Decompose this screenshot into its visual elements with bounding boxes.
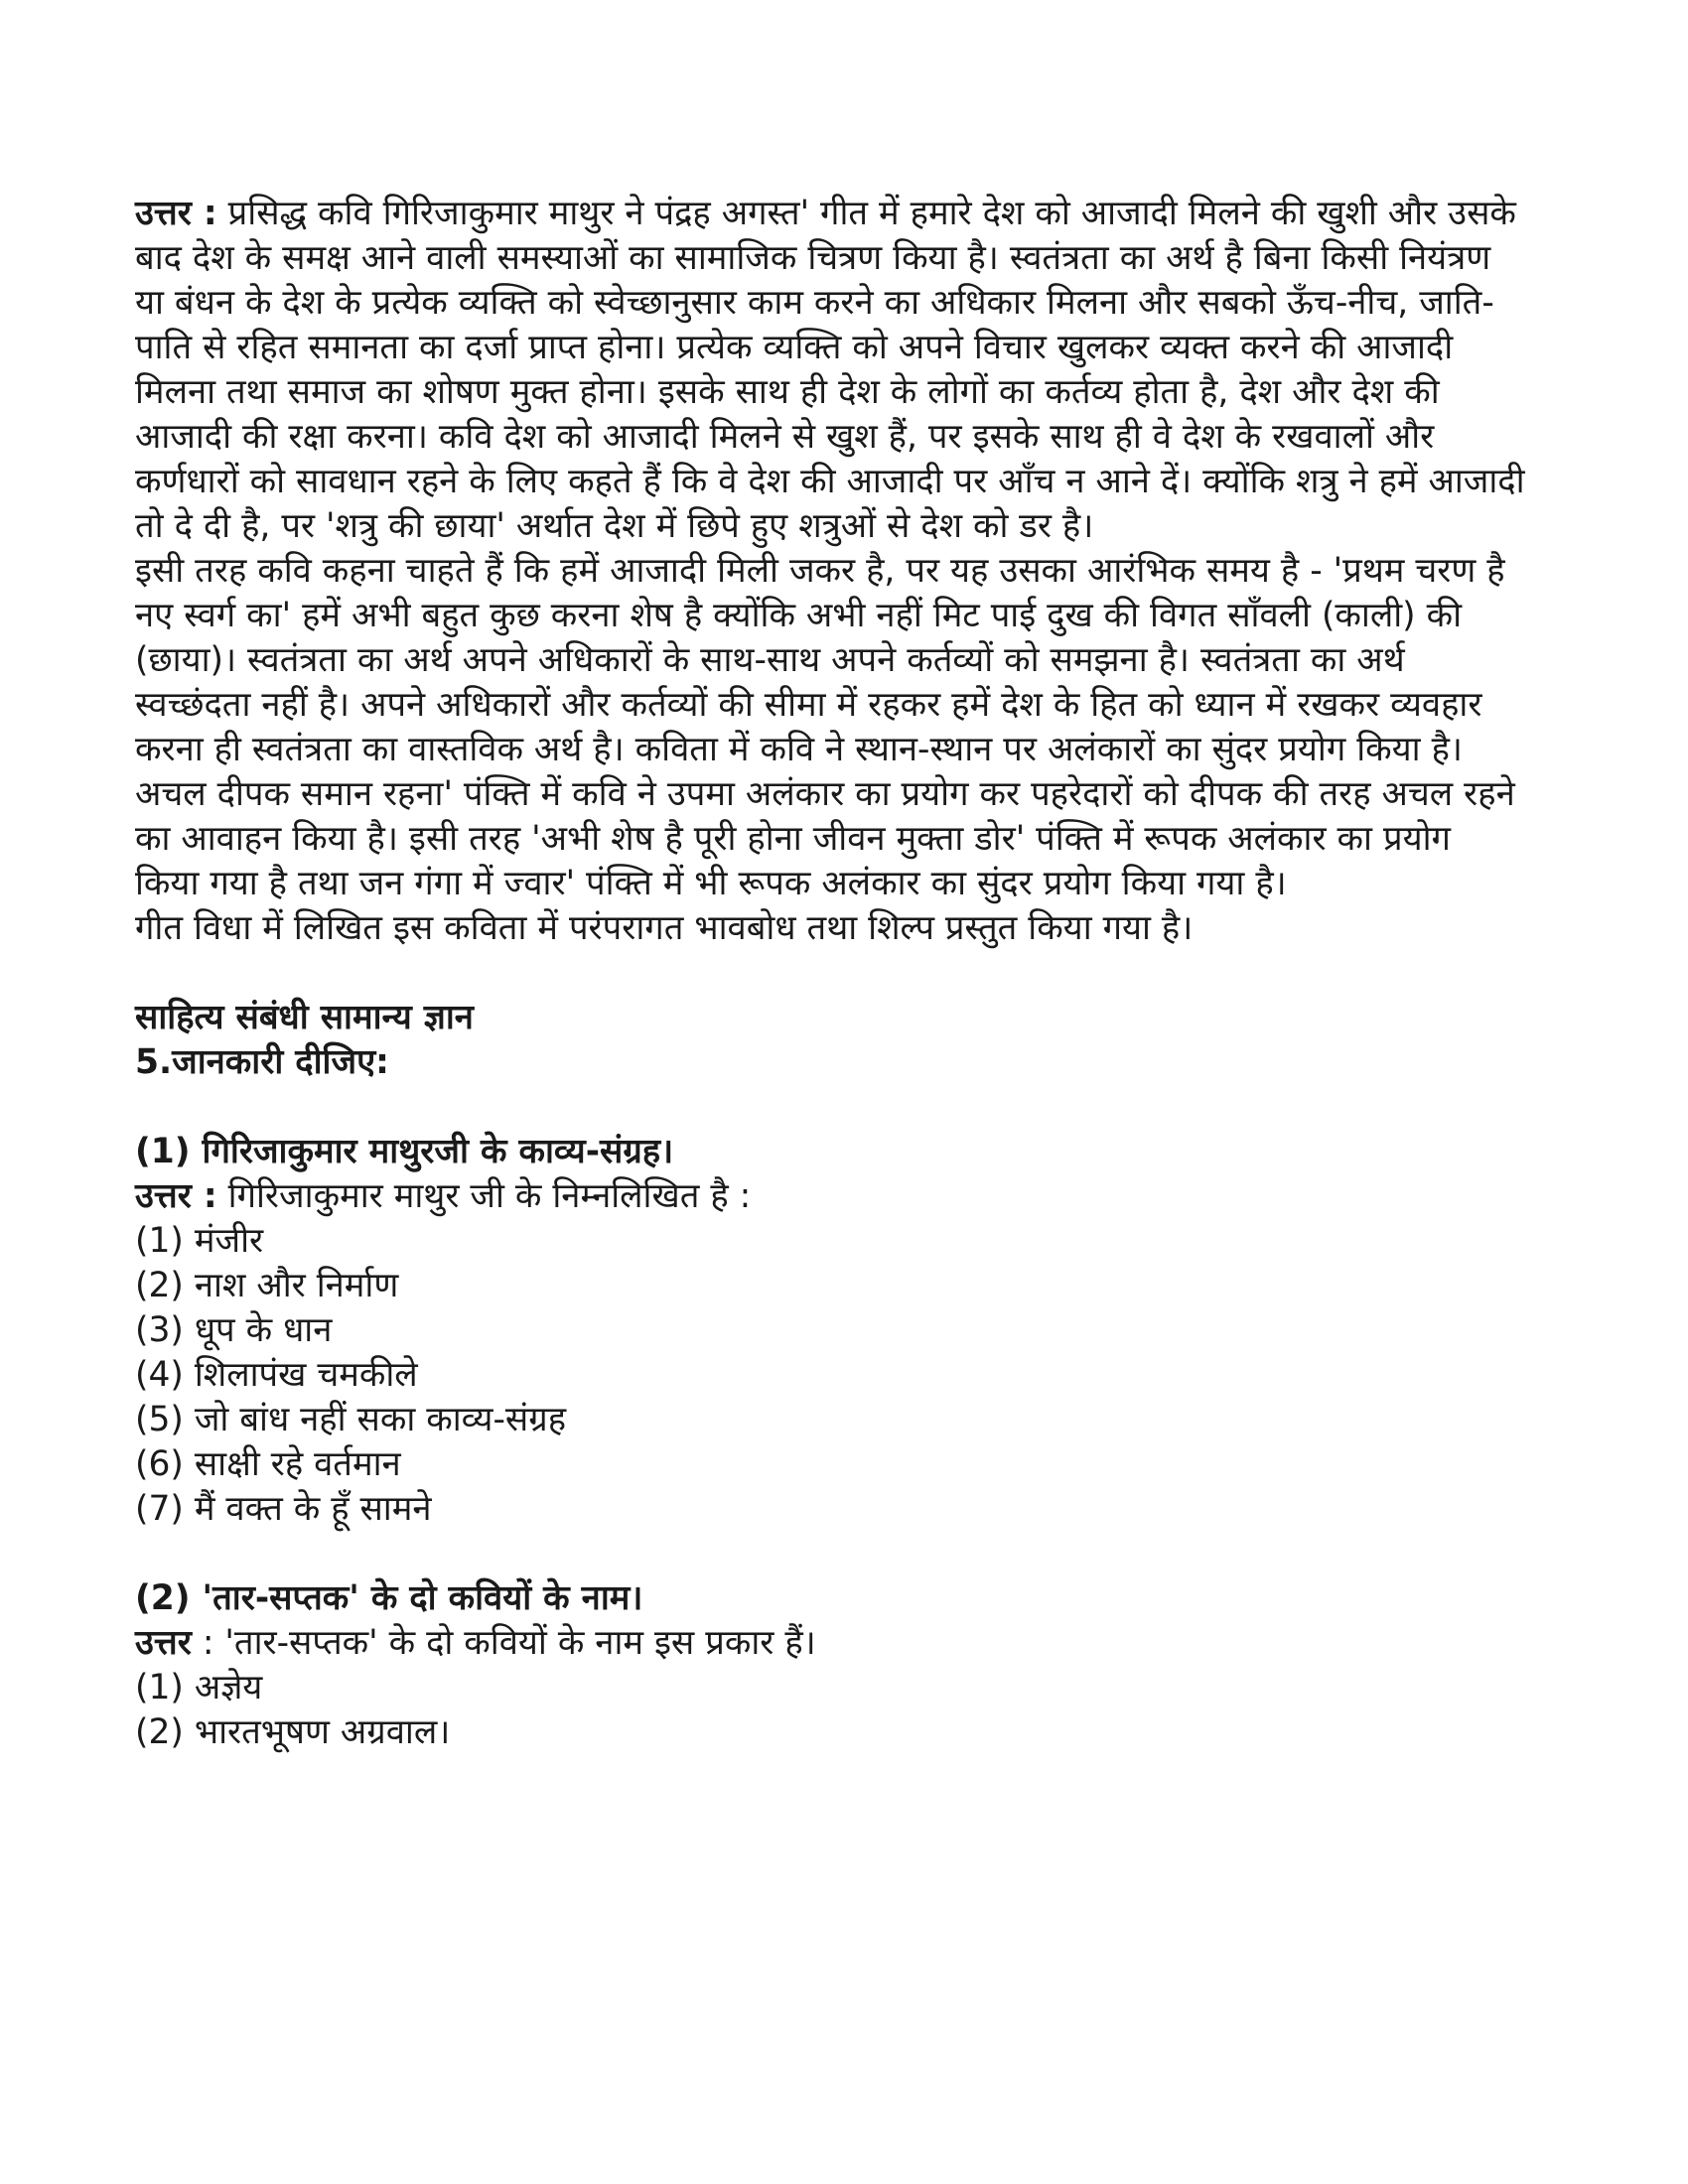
answer-label: उत्तर bbox=[135, 1623, 192, 1663]
subquestion-2-answer bbox=[135, 1621, 1525, 1666]
list-item: (2) भारतभूषण अग्रवाल। bbox=[135, 1712, 451, 1752]
answer-paragraph-2: इसी तरह कवि कहना चाहते हैं कि हमें आजादी मिली जकर है, पर यह उसका आरंभिक समय है - 'प्रथम चरण है नए स्वर्ग का' हमें अभी बहुत कुछ करना शेष है क्योंकि अभी नहीं मिट पाई दुख की विगत साँवली (काली) की (छाया)। स्वतंत्रता का अर्थ अपने अधिकारों के साथ-साथ अपने कर्तव्यों को समझना है। स्वतंत्रता का अर्थ स्वच्छंदता नहीं है। अपने अधिकारों और कर्तव्यों की सीमा में रहकर हमें देश के हित को ध्यान में रखकर व्यवहार करना ही स्वतंत्रता का वास्तविक अर्थ है। कविता में कवि ने स्थान-स्थान पर अलंकारों का सुंदर प्रयोग किया है। अचल दीपक समान रहना' पंक्ति में कवि ने उपमा अलंकार का प्रयोग कर पहरेदारों को दीपक की तरह अचल रहने का आवाहन किया है। इसी तरह 'अभी शेष है पूरी होना जीवन मुक्ता डोर' पंक्ति में रूपक अलंकार का प्रयोग किया गया है तथा जन गंगा में ज्वार' पंक्ति में भी रूपक अलंकार का सुंदर प्रयोग किया गया है। bbox=[135, 551, 1515, 903]
spacer bbox=[135, 1532, 1525, 1576]
answer-paragraph-1 bbox=[135, 192, 1525, 549]
subquestion-1-answer bbox=[135, 1174, 1525, 1219]
list-item: (6) साक्षी रहे वर्तमान bbox=[135, 1444, 401, 1484]
spacer bbox=[135, 951, 1525, 996]
answer-paragraph-3: गीत विधा में लिखित इस कविता में परंपरागत भावबोध तथा शिल्प प्रस्तुत किया गया है। bbox=[135, 908, 1194, 948]
answer-text: : 'तार-सप्तक' के दो कवियों के नाम इस प्रकार हैं। bbox=[191, 1623, 816, 1663]
answer-text: गिरिजाकुमार माथुर जी के निम्नलिखित है : bbox=[216, 1176, 752, 1216]
document-page bbox=[135, 192, 1525, 1755]
answer-label: उत्तर : bbox=[135, 194, 217, 233]
section-title: साहित्य संबंधी सामान्य ज्ञान bbox=[135, 998, 474, 1037]
subquestion-1-list bbox=[135, 1219, 1525, 1532]
list-item: (2) नाश और निर्माण bbox=[135, 1266, 399, 1305]
subquestion-2-heading: (2) 'तार-सप्तक' के दो कवियों के नाम। bbox=[135, 1578, 643, 1618]
list-item: (1) अज्ञेय bbox=[135, 1668, 263, 1707]
list-item: (5) जो बांध नहीं सका काव्य-संग्रह bbox=[135, 1400, 567, 1439]
list-item: (7) मैं वक्त के हूँ सामने bbox=[135, 1489, 432, 1529]
spacer bbox=[135, 1085, 1525, 1130]
list-item: (1) मंजीर bbox=[135, 1221, 264, 1261]
list-item: (4) शिलापंख चमकीले bbox=[135, 1355, 418, 1395]
answer-text: प्रसिद्ध कवि गिरिजाकुमार माथुर ने पंद्रह अगस्त' गीत में हमारे देश को आजादी मिलने की खुशी और उसके बाद देश के समक्ष आने वाली समस्याओं का सामाजिक चित्रण किया है। स्वतंत्रता का अर्थ है बिना किसी नियंत्रण या बंधन के देश के प्रत्येक व्यक्ति को स्वेच्छानुसार काम करने का अधिकार मिलना और सबको ऊँच-नीच, जाति-पाति से रहित समानता का दर्जा प्राप्त होना। प्रत्येक व्यक्ति को अपने विचार खुलकर व्यक्त करने की आजादी मिलना तथा समाज का शोषण मुक्त होना। इसके साथ ही देश के लोगों का कर्तव्य होता है, देश और देश की आजादी की रक्षा करना। कवि देश को आजादी मिलने से खुश हैं, पर इसके साथ ही वे देश के रखवालों और कर्णधारों को सावधान रहने के लिए कहते हैं कि वे देश की आजादी पर आँच न आने दें। क्योंकि शत्रु ने हमें आजादी तो दे दी है, पर 'शत्रु की छाया' अर्थात देश में छिपे हुए शत्रुओं से देश को डर है। bbox=[135, 194, 1525, 546]
subquestion-2-list bbox=[135, 1666, 1525, 1755]
list-item: (3) धूप के धान bbox=[135, 1310, 333, 1350]
subquestion-1-heading: (1) गिरिजाकुमार माथुरजी के काव्य-संग्रह। bbox=[135, 1132, 674, 1171]
answer-label: उत्तर : bbox=[135, 1176, 217, 1216]
question-title: 5.जानकारी दीजिए: bbox=[135, 1042, 389, 1082]
